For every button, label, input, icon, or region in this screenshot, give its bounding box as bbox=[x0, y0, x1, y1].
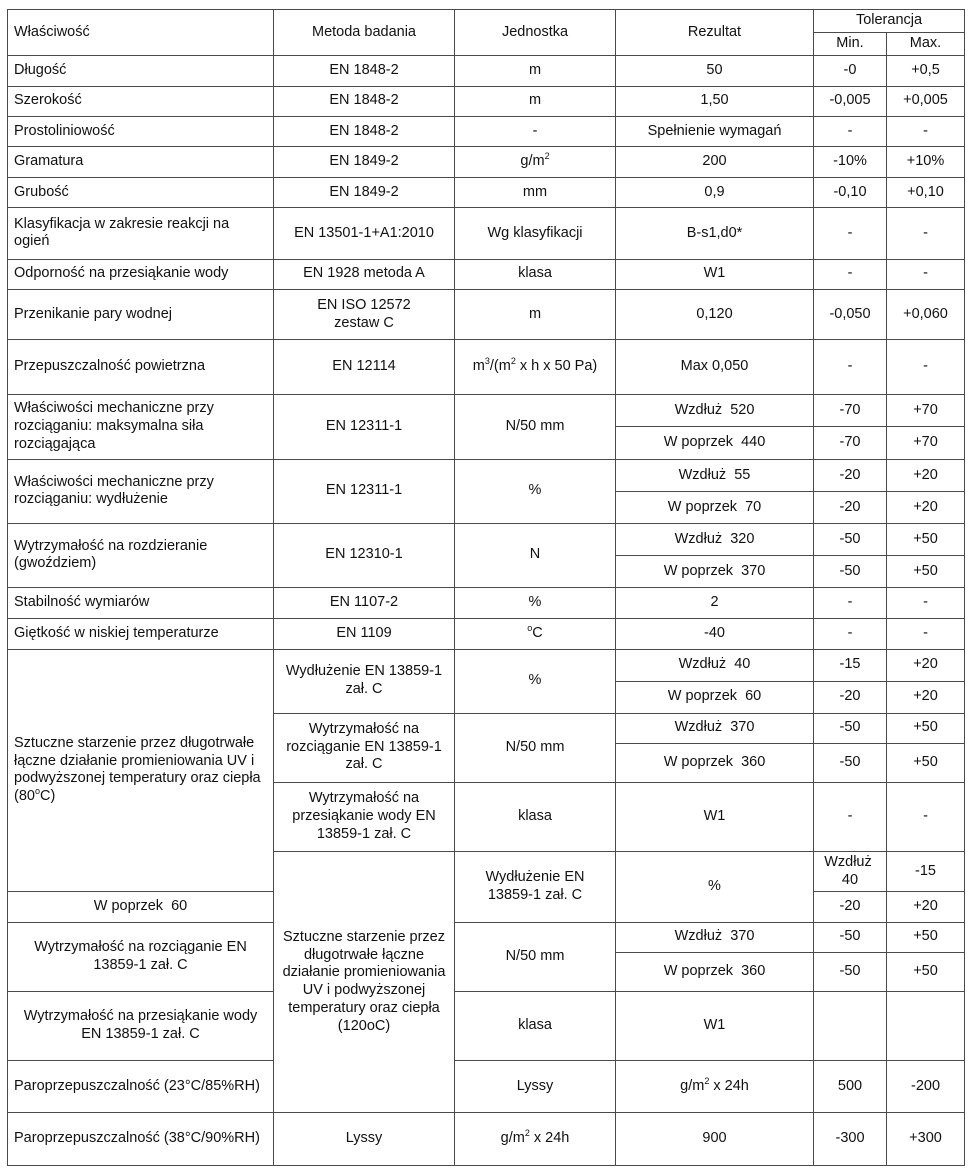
unit-base: g/m bbox=[680, 1077, 705, 1094]
property-cell: Gramatura bbox=[8, 147, 274, 177]
min-cell: -0,10 bbox=[814, 177, 887, 207]
result-value: 370 bbox=[730, 719, 755, 736]
method-cell: EN 1107-2 bbox=[274, 587, 455, 618]
min-cell: - bbox=[814, 259, 887, 289]
specification-table bbox=[7, 9, 965, 1166]
max-cell: +300 bbox=[887, 1113, 965, 1166]
table-row bbox=[8, 1113, 965, 1166]
property-cell: Paroprzepuszczalność (38°C/90%RH) bbox=[8, 1113, 274, 1166]
min-cell: -10% bbox=[814, 147, 887, 177]
unit-superscript: 2 bbox=[544, 151, 550, 162]
result-cell: Spełnienie wymagań bbox=[616, 116, 814, 146]
max-cell: +20 bbox=[887, 892, 965, 922]
max-cell: - bbox=[887, 782, 965, 851]
min-cell: -15 bbox=[814, 649, 887, 682]
min-cell: -50 bbox=[814, 952, 887, 991]
method-cell: Lyssy bbox=[274, 1113, 455, 1166]
result-cell: -40 bbox=[616, 619, 814, 649]
direction-label: Wzdłuż bbox=[824, 853, 872, 870]
result-value: 40 bbox=[841, 871, 859, 888]
unit-cell bbox=[616, 1060, 814, 1112]
property-cell: Wytrzymałość na rozdzieranie (gwoździem) bbox=[8, 523, 274, 587]
property-text: Sztuczne starzenie przez długotrwałe łączne działanie promieniowania UV i podwyższonej temperatury oraz ciepła (80 bbox=[14, 734, 261, 805]
unit-rest: x 24h bbox=[529, 1130, 570, 1147]
unit-cell: N/50 mm bbox=[455, 394, 616, 459]
method-cell: EN 12114 bbox=[274, 340, 455, 395]
min-cell: -200 bbox=[887, 1060, 965, 1112]
min-cell: -0,005 bbox=[814, 86, 887, 116]
min-cell: -70 bbox=[814, 427, 887, 460]
result-cell: 0,120 bbox=[616, 289, 814, 339]
property-cell: Długość bbox=[8, 56, 274, 86]
method-cell: Lyssy bbox=[455, 1060, 616, 1112]
min-cell: -0 bbox=[814, 56, 887, 86]
unit-superscript: 2 bbox=[524, 1128, 530, 1139]
min-cell: -50 bbox=[814, 743, 887, 782]
max-cell: +50 bbox=[887, 713, 965, 743]
max-cell: +20 bbox=[887, 649, 965, 682]
unit-base: g/m bbox=[520, 153, 545, 170]
method-cell: EN 1928 metoda A bbox=[274, 259, 455, 289]
result-cell bbox=[616, 394, 814, 427]
result-value: 320 bbox=[730, 530, 755, 547]
max-cell bbox=[887, 991, 965, 1060]
unit-cell: klasa bbox=[455, 991, 616, 1060]
max-cell: - bbox=[887, 340, 965, 395]
method-cell bbox=[274, 289, 455, 339]
max-cell: +50 bbox=[887, 743, 965, 782]
min-cell: -20 bbox=[814, 682, 887, 713]
max-cell: +50 bbox=[887, 556, 965, 587]
min-cell: - bbox=[814, 208, 887, 259]
unit-cell: m bbox=[455, 86, 616, 116]
result-value: 40 bbox=[734, 656, 751, 673]
unit-cell bbox=[455, 619, 616, 649]
property-cell: Prostoliniowość bbox=[8, 116, 274, 146]
min-cell: - bbox=[814, 782, 887, 851]
result-cell bbox=[616, 427, 814, 460]
property-cell: Odporność na przesiąkanie wody bbox=[8, 259, 274, 289]
unit-cell: mm bbox=[455, 177, 616, 207]
result-cell bbox=[616, 459, 814, 492]
property-cell: Klasyfikacja w zakresie reakcji na ogień bbox=[8, 208, 274, 259]
result-cell: B-s1,d0* bbox=[616, 208, 814, 259]
min-cell: - bbox=[814, 587, 887, 618]
direction-label: W poprzek bbox=[663, 562, 734, 579]
table-row bbox=[8, 86, 965, 116]
result-cell bbox=[616, 713, 814, 743]
property-cell: Stabilność wymiarów bbox=[8, 587, 274, 618]
direction-label: W poprzek bbox=[667, 688, 738, 705]
max-cell: +10% bbox=[887, 147, 965, 177]
result-value: 60 bbox=[171, 898, 188, 914]
degree-superscript: o bbox=[34, 786, 40, 797]
max-cell: +20 bbox=[887, 492, 965, 523]
result-value: 60 bbox=[745, 688, 762, 705]
table-row bbox=[8, 394, 965, 427]
table-row bbox=[8, 922, 965, 952]
table-row bbox=[8, 289, 965, 339]
result-value: 360 bbox=[741, 753, 766, 770]
unit-cell: N bbox=[455, 523, 616, 587]
table-row bbox=[8, 177, 965, 207]
method-cell: Wydłużenie EN 13859-1 zał. C bbox=[274, 649, 455, 713]
table-row bbox=[8, 56, 965, 86]
max-cell: +0,10 bbox=[887, 177, 965, 207]
unit-cell: N/50 mm bbox=[455, 713, 616, 782]
unit-part: x h x 50 Pa) bbox=[515, 358, 598, 375]
table-row bbox=[8, 1060, 965, 1112]
max-cell: +0,005 bbox=[887, 86, 965, 116]
min-cell: - bbox=[814, 340, 887, 395]
method-cell: EN 12310-1 bbox=[274, 523, 455, 587]
header-property: Właściwość bbox=[8, 10, 274, 56]
min-cell: -70 bbox=[814, 394, 887, 427]
method-cell: Wytrzymałość na rozciąganie EN 13859-1 zał. C bbox=[8, 922, 274, 991]
result-cell bbox=[616, 556, 814, 587]
unit-cell bbox=[455, 1113, 616, 1166]
property-cell: Grubość bbox=[8, 177, 274, 207]
method-cell: EN 1849-2 bbox=[274, 177, 455, 207]
unit-part: /(m bbox=[489, 358, 511, 375]
result-value: 370 bbox=[741, 562, 766, 579]
direction-label: W poprzek bbox=[663, 753, 734, 770]
min-cell: -50 bbox=[814, 713, 887, 743]
header-result: Rezultat bbox=[616, 10, 814, 56]
header-method: Metoda badania bbox=[274, 10, 455, 56]
property-cell: Sztuczne starzenie przez długotrwałe łączne działanie promieniowania UV i podwyższonej temperatury oraz ciepła (120oC) bbox=[274, 851, 455, 1112]
unit-cell bbox=[455, 340, 616, 395]
header-min: Min. bbox=[814, 33, 887, 56]
result-cell bbox=[616, 952, 814, 991]
max-cell: - bbox=[887, 208, 965, 259]
result-cell bbox=[8, 892, 274, 922]
result-cell bbox=[616, 492, 814, 523]
result-cell: 200 bbox=[616, 147, 814, 177]
property-cell: Właściwości mechaniczne przy rozciąganiu: maksymalna siła rozciągająca bbox=[8, 394, 274, 459]
max-cell: +70 bbox=[887, 394, 965, 427]
table-row bbox=[8, 259, 965, 289]
table-row bbox=[8, 208, 965, 259]
result-cell: 50 bbox=[616, 56, 814, 86]
result-cell bbox=[616, 682, 814, 713]
unit-cell: Wg klasyfikacji bbox=[455, 208, 616, 259]
result-cell bbox=[616, 922, 814, 952]
result-cell: 2 bbox=[616, 587, 814, 618]
unit-cell: m bbox=[455, 56, 616, 86]
method-cell: Wytrzymałość na przesiąkanie wody EN 13859-1 zał. C bbox=[274, 782, 455, 851]
unit-cell: % bbox=[455, 587, 616, 618]
min-cell: -15 bbox=[887, 851, 965, 891]
unit-cell bbox=[455, 147, 616, 177]
unit-superscript: 2 bbox=[704, 1075, 710, 1086]
result-value: 360 bbox=[741, 963, 766, 979]
property-cell: Przepuszczalność powietrzna bbox=[8, 340, 274, 395]
direction-label: W poprzek bbox=[663, 963, 734, 979]
result-cell: 500 bbox=[814, 1060, 887, 1112]
method-cell: EN 1849-2 bbox=[274, 147, 455, 177]
direction-label: W poprzek bbox=[663, 434, 734, 451]
min-cell: - bbox=[814, 116, 887, 146]
table-row bbox=[8, 523, 965, 556]
unit-cell: % bbox=[455, 459, 616, 523]
unit-cell: klasa bbox=[455, 259, 616, 289]
table-row bbox=[8, 340, 965, 395]
unit-base: C bbox=[532, 625, 543, 641]
header-max: Max. bbox=[887, 33, 965, 56]
direction-label: Wzdłuż bbox=[678, 466, 727, 483]
max-cell: +20 bbox=[887, 459, 965, 492]
direction-label: Wzdłuż bbox=[674, 401, 723, 418]
method-cell: Wydłużenie EN 13859-1 zał. C bbox=[455, 851, 616, 922]
result-cell bbox=[814, 851, 887, 891]
method-cell: EN 1848-2 bbox=[274, 86, 455, 116]
min-cell: -20 bbox=[814, 459, 887, 492]
property-cell: Właściwości mechaniczne przy rozciąganiu: wydłużenie bbox=[8, 459, 274, 523]
method-cell: Wytrzymałość na przesiąkanie wody EN 13859-1 zał. C bbox=[8, 991, 274, 1060]
table-row bbox=[8, 649, 965, 682]
unit-rest: x 24h bbox=[709, 1077, 749, 1094]
unit-superscript: 3 bbox=[484, 356, 490, 367]
max-cell: - bbox=[887, 587, 965, 618]
max-cell: +70 bbox=[887, 427, 965, 460]
property-cell: Paroprzepuszczalność (23°C/85%RH) bbox=[8, 1060, 274, 1112]
min-cell: -50 bbox=[814, 556, 887, 587]
method-cell: Wytrzymałość na rozciąganie EN 13859-1 zał. C bbox=[274, 713, 455, 782]
direction-label: W poprzek bbox=[93, 898, 164, 914]
unit-superscript: 2 bbox=[510, 356, 516, 367]
method-cell: EN 1848-2 bbox=[274, 116, 455, 146]
table-row bbox=[8, 147, 965, 177]
direction-label: Wzdłuż bbox=[674, 719, 723, 736]
unit-cell: % bbox=[455, 649, 616, 713]
unit-cell: m bbox=[455, 289, 616, 339]
property-cell: Giętkość w niskiej temperaturze bbox=[8, 619, 274, 649]
result-cell bbox=[616, 649, 814, 682]
header-tolerance: Tolerancja bbox=[814, 10, 965, 33]
property-cell: Szerokość bbox=[8, 86, 274, 116]
method-cell: EN 12311-1 bbox=[274, 394, 455, 459]
max-cell: +50 bbox=[887, 952, 965, 991]
unit-cell: N/50 mm bbox=[455, 922, 616, 991]
result-cell: W1 bbox=[616, 259, 814, 289]
max-cell: +50 bbox=[887, 523, 965, 556]
method-line-1: EN ISO 12572 bbox=[317, 296, 411, 313]
unit-superscript: o bbox=[527, 623, 533, 634]
property-cell bbox=[8, 649, 274, 892]
max-cell: - bbox=[887, 116, 965, 146]
direction-label: Wzdłuż bbox=[674, 530, 723, 547]
max-cell: - bbox=[887, 259, 965, 289]
unit-base: g/m bbox=[500, 1130, 525, 1147]
result-cell: 900 bbox=[616, 1113, 814, 1166]
direction-label: Wzdłuż bbox=[678, 656, 727, 673]
result-cell: Max 0,050 bbox=[616, 340, 814, 395]
min-cell: -20 bbox=[814, 892, 887, 922]
unit-cell: % bbox=[616, 851, 814, 922]
result-value: 520 bbox=[730, 401, 755, 418]
min-cell: -20 bbox=[814, 492, 887, 523]
method-cell: EN 13501-1+A1:2010 bbox=[274, 208, 455, 259]
max-cell: - bbox=[887, 619, 965, 649]
result-value: 55 bbox=[734, 466, 751, 483]
method-cell: EN 1109 bbox=[274, 619, 455, 649]
result-value: 70 bbox=[745, 498, 762, 515]
min-cell: -0,050 bbox=[814, 289, 887, 339]
table-row bbox=[8, 991, 965, 1060]
max-cell: +20 bbox=[887, 682, 965, 713]
method-cell: EN 12311-1 bbox=[274, 459, 455, 523]
unit-cell: - bbox=[455, 116, 616, 146]
max-cell: +0,060 bbox=[887, 289, 965, 339]
max-cell: +50 bbox=[887, 922, 965, 952]
result-value: 370 bbox=[730, 928, 755, 945]
max-cell: +0,5 bbox=[887, 56, 965, 86]
table-row bbox=[8, 116, 965, 146]
min-cell: -50 bbox=[814, 922, 887, 952]
header-row bbox=[8, 10, 965, 33]
result-cell: 1,50 bbox=[616, 86, 814, 116]
min-cell bbox=[814, 991, 887, 1060]
table-row bbox=[8, 459, 965, 492]
header-unit: Jednostka bbox=[455, 10, 616, 56]
result-cell: W1 bbox=[616, 782, 814, 851]
table-row bbox=[8, 619, 965, 649]
table-row bbox=[8, 587, 965, 618]
result-value: 440 bbox=[741, 434, 766, 451]
result-cell bbox=[616, 743, 814, 782]
method-line-2: zestaw C bbox=[334, 314, 394, 331]
unit-cell: klasa bbox=[455, 782, 616, 851]
min-cell: -300 bbox=[814, 1113, 887, 1166]
direction-label: Wzdłuż bbox=[674, 928, 723, 945]
property-text: C) bbox=[39, 788, 56, 805]
property-cell: Przenikanie pary wodnej bbox=[8, 289, 274, 339]
min-cell: -50 bbox=[814, 523, 887, 556]
method-cell: EN 1848-2 bbox=[274, 56, 455, 86]
result-cell: W1 bbox=[616, 991, 814, 1060]
direction-label: W poprzek bbox=[667, 498, 738, 515]
result-cell bbox=[616, 523, 814, 556]
unit-part: m bbox=[472, 358, 485, 375]
result-cell: 0,9 bbox=[616, 177, 814, 207]
min-cell: - bbox=[814, 619, 887, 649]
